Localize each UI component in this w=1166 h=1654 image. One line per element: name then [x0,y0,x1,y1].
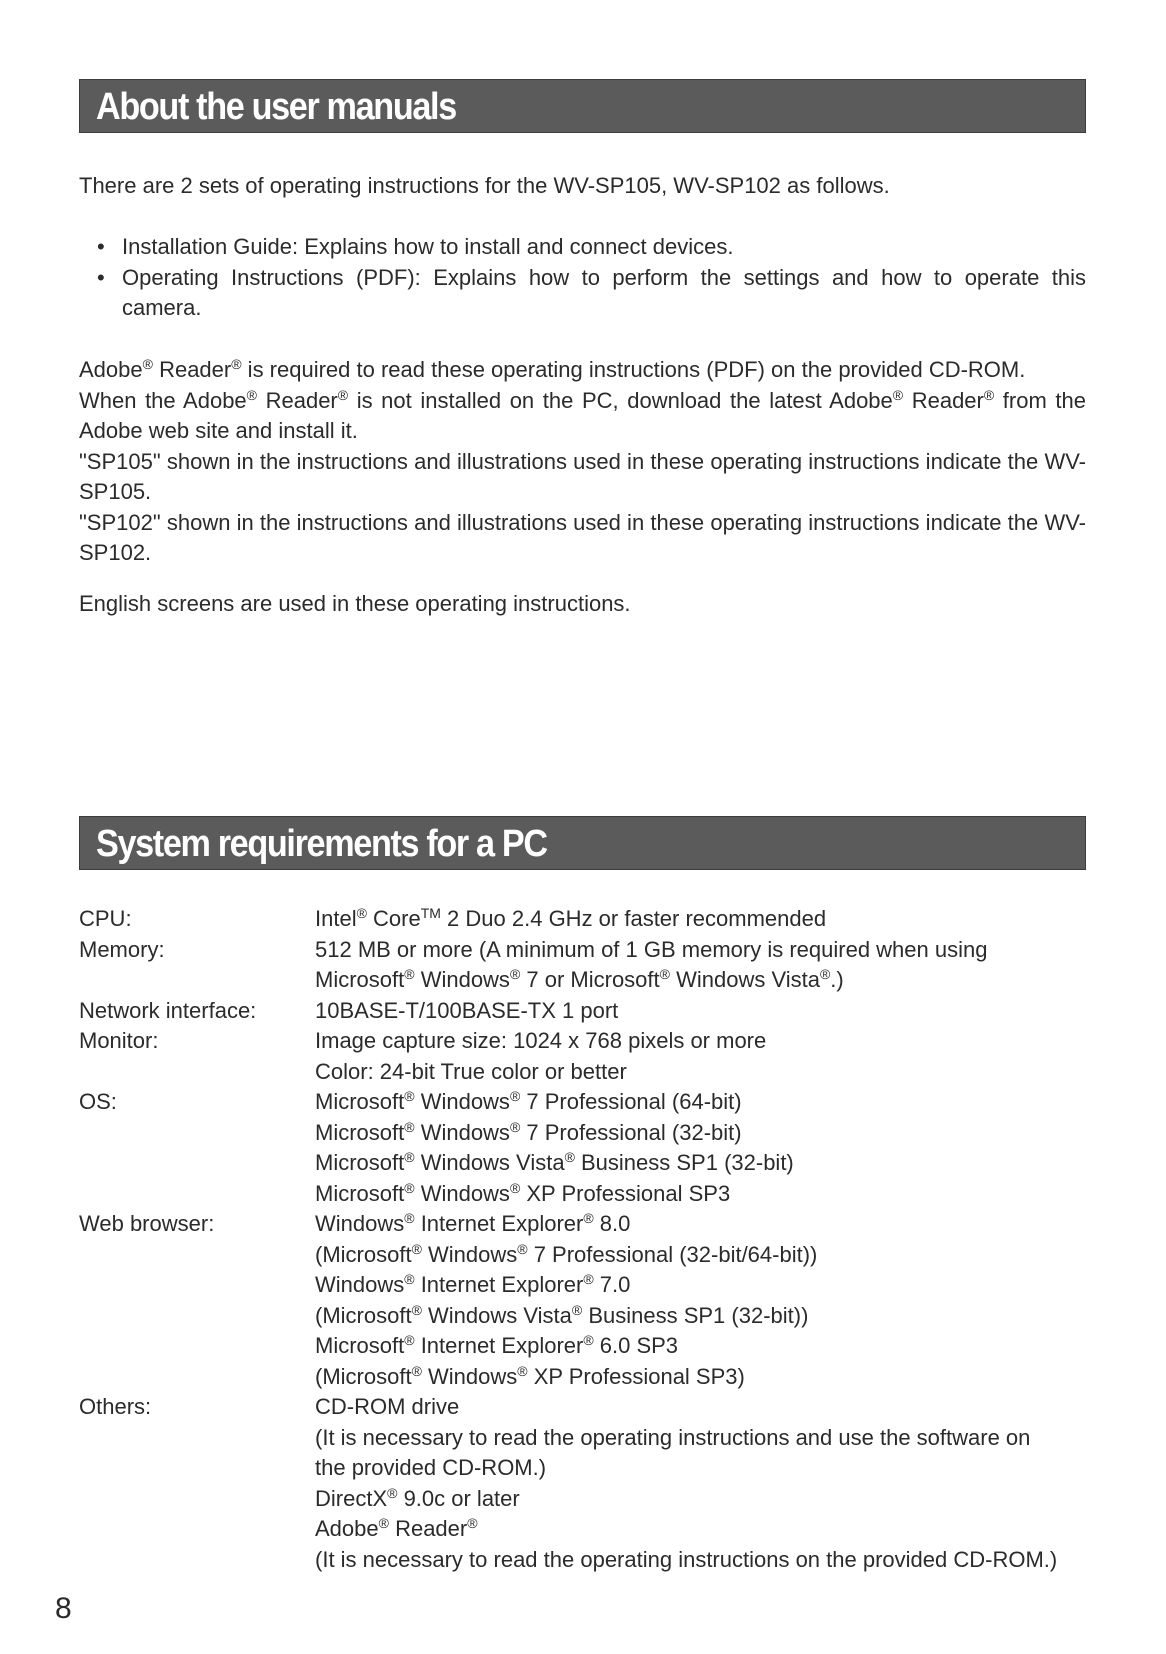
page-number: 8 [55,1592,72,1625]
trademark-mark: ® [564,1149,575,1165]
text-run: Business SP1 (32-bit)) [582,1302,809,1328]
trademark-mark: ® [509,1118,521,1135]
text-run: XP Professional SP3 [520,1180,731,1206]
trademark-mark: ® [517,1362,528,1379]
trademark-mark: ® [659,966,670,982]
trademark-mark: ® [404,1332,415,1348]
trademark-mark: ® [378,1515,389,1531]
text-run: Reader [388,1516,468,1541]
trademark-mark: ® [819,966,831,982]
bullet-dot: • [97,234,105,259]
text-run: (It is necessary to read the operating instructions and use the software on [315,1424,1031,1450]
registered-mark: ® [231,356,242,372]
text-run: 7 or Microsoft [520,967,660,992]
requirement-row [79,1392,1086,1575]
trademark-mark: ® [356,905,367,921]
requirement-label: OS: [79,1089,117,1114]
requirement-line [315,1240,1086,1271]
requirement-row [79,1026,1086,1087]
requirement-line [315,1148,1086,1179]
trademark-mark: ® [509,1179,521,1196]
text-run: 9.0c or later [397,1485,520,1511]
requirement-label: CPU: [79,906,132,931]
text-run: Microsoft [315,1333,405,1358]
text-run: DirectX [315,1485,388,1511]
text-run: Color: 24-bit True color or better [315,1058,627,1084]
trademark-mark: ® [387,1484,398,1501]
requirement-label: Network interface: [79,997,257,1023]
requirement-value [315,1087,1086,1209]
text-run: Reader [257,387,338,413]
adobe-reader-paragraph [79,355,1086,569]
text-run: (Microsoft [315,1302,412,1328]
trademark-mark: ® [517,1240,528,1257]
requirement-line [315,1179,1086,1210]
text-run: Reader [152,357,232,382]
text-run: Core [366,906,421,931]
trademark-mark: TM [420,905,441,921]
trademark-mark: ® [404,1118,415,1135]
trademark-mark: ® [404,1271,415,1287]
requirement-line [315,1301,1086,1332]
requirement-line [315,1545,1086,1576]
text-run: Windows [414,1119,510,1145]
requirement-value [315,996,1086,1027]
text-run: When the Adobe [79,387,247,413]
trademark-mark: ® [509,1088,521,1104]
requirement-row [79,996,1086,1027]
sp102-note: "SP102" shown in the instructions and illustrations used in these operating instructions indicate the WV-SP102. [79,509,1086,565]
requirement-line [315,1484,1086,1515]
requirement-line [315,1209,1086,1240]
requirement-value [315,1026,1086,1087]
text-run: 2 Duo 2.4 GHz or faster recommended [440,906,827,931]
requirement-line [315,1087,1086,1118]
text-run: .) [830,967,844,992]
text-run: (Microsoft [315,1363,412,1389]
text-run: Image capture size: 1024 x 768 pixels or more [315,1028,767,1053]
text-run: XP Professional SP3) [527,1363,745,1389]
text-run: from the Adobe web site and install it. [79,387,1086,443]
text-run: Microsoft [315,967,405,992]
trademark-mark: ® [509,966,521,982]
requirement-line [315,904,1086,935]
list-item-text: Operating Instructions (PDF): Explains how to perform the settings and how to operate this camera. [122,264,1086,320]
text-run: (Microsoft [315,1241,412,1267]
requirement-line [315,996,1086,1027]
requirement-label: Memory: [79,936,165,962]
text-run: Windows [414,967,510,992]
list-item [79,263,1086,324]
text-run: Microsoft [315,1119,405,1145]
text-run: Reader [903,387,984,413]
trademark-mark: ® [404,1149,415,1165]
registered-mark: ® [337,386,349,403]
text-run: Windows [421,1241,518,1267]
text-run: Windows [414,1089,510,1114]
trademark-mark: ® [404,1210,415,1226]
text-run: 8.0 [593,1211,631,1236]
registered-mark: ® [892,386,904,403]
trademark-mark: ® [404,1088,415,1104]
requirement-row [79,904,1086,935]
text-run: Microsoft [315,1180,405,1206]
trademark-mark: ® [404,1179,415,1196]
adobe-download-line [79,386,1086,447]
registered-mark: ® [142,356,153,372]
text-run: 10BASE-T/100BASE-TX 1 port [315,997,619,1023]
requirement-line [315,1118,1086,1149]
requirement-value [315,904,1086,935]
text-run: Windows [421,1363,518,1389]
text-run: 7 Professional (32-bit) [520,1119,742,1145]
registered-mark: ® [983,386,995,403]
text-run: 7 Professional (64-bit) [520,1089,742,1114]
trademark-mark: ® [411,1240,422,1257]
text-run: Adobe [79,357,143,382]
requirement-line [315,935,1086,966]
text-run: Internet Explorer [414,1211,584,1236]
system-requirements-heading [79,816,1086,870]
requirement-label: Monitor: [79,1028,159,1053]
text-run: 7.0 [593,1272,631,1297]
requirement-line [315,1362,1086,1393]
sp105-note: "SP105" shown in the instructions and illustrations used in these operating instructions indicate the WV-SP105. [79,448,1086,504]
requirement-row [79,1087,1086,1209]
system-requirements-title: System requirements for a PC [96,823,547,865]
english-screens-note: English screens are used in these operating instructions. [79,591,631,616]
requirement-line [315,1270,1086,1301]
requirement-line [315,965,1086,996]
bullet-dot: • [97,264,105,290]
text-run: Windows [315,1211,405,1236]
requirement-line [315,1453,1086,1484]
trademark-mark: ® [411,1362,422,1379]
trademark-mark: ® [467,1515,478,1531]
trademark-mark: ® [404,966,415,982]
trademark-mark: ® [571,1301,583,1318]
text-run: 7 Professional (32-bit/64-bit)) [527,1241,818,1267]
requirement-row [79,1209,1086,1392]
trademark-mark: ® [583,1332,594,1348]
requirement-row [79,935,1086,996]
list-item-text: Installation Guide: Explains how to install and connect devices. [122,234,734,259]
text-run: Business SP1 (32-bit) [574,1150,794,1175]
text-run: Windows Vista [669,967,820,992]
requirement-value [315,935,1086,996]
intro-paragraph: There are 2 sets of operating instructions for the WV-SP105, WV-SP102 as follows. [79,173,890,198]
registered-mark: ® [246,386,257,403]
text-run: Windows Vista [421,1302,572,1328]
text-run: the provided CD-ROM.) [315,1455,547,1480]
text-run: is required to read these operating instructions (PDF) on the provided CD-ROM. [241,357,1026,382]
text-run: Intel [315,906,357,931]
trademark-mark: ® [583,1271,594,1287]
requirements-table [79,904,1086,1575]
manual-list [79,232,1086,324]
requirement-label: Others: [79,1394,152,1419]
text-run: Microsoft [315,1089,405,1114]
requirement-line [315,1423,1086,1454]
about-user-manuals-title: About the user manuals [96,86,456,128]
trademark-mark: ® [583,1210,594,1226]
text-run: 512 MB or more (A minimum of 1 GB memory is required when using [315,936,988,962]
text-run: is not installed on the PC, download the latest Adobe [348,387,893,413]
requirement-line [315,1392,1086,1423]
adobe-required-line [79,355,1086,386]
text-run: Adobe [315,1516,379,1541]
list-item [79,232,1086,263]
text-run: Windows [315,1272,405,1297]
text-run: Microsoft [315,1150,405,1175]
requirement-value [315,1392,1086,1575]
text-run: Windows Vista [414,1150,565,1175]
text-run: Windows [414,1180,510,1206]
trademark-mark: ® [411,1301,422,1318]
text-run: 6.0 SP3 [593,1333,679,1358]
requirement-line [315,1057,1086,1088]
requirement-value [315,1209,1086,1392]
requirement-line [315,1331,1086,1362]
text-run: (It is necessary to read the operating instructions on the provided CD-ROM.) [315,1546,1058,1572]
text-run: CD-ROM drive [315,1394,460,1419]
requirement-line [315,1514,1086,1545]
text-run: Internet Explorer [414,1333,584,1358]
text-run: Internet Explorer [414,1272,584,1297]
requirement-line [315,1026,1086,1057]
about-user-manuals-heading [79,79,1086,133]
requirement-label: Web browser: [79,1211,215,1236]
